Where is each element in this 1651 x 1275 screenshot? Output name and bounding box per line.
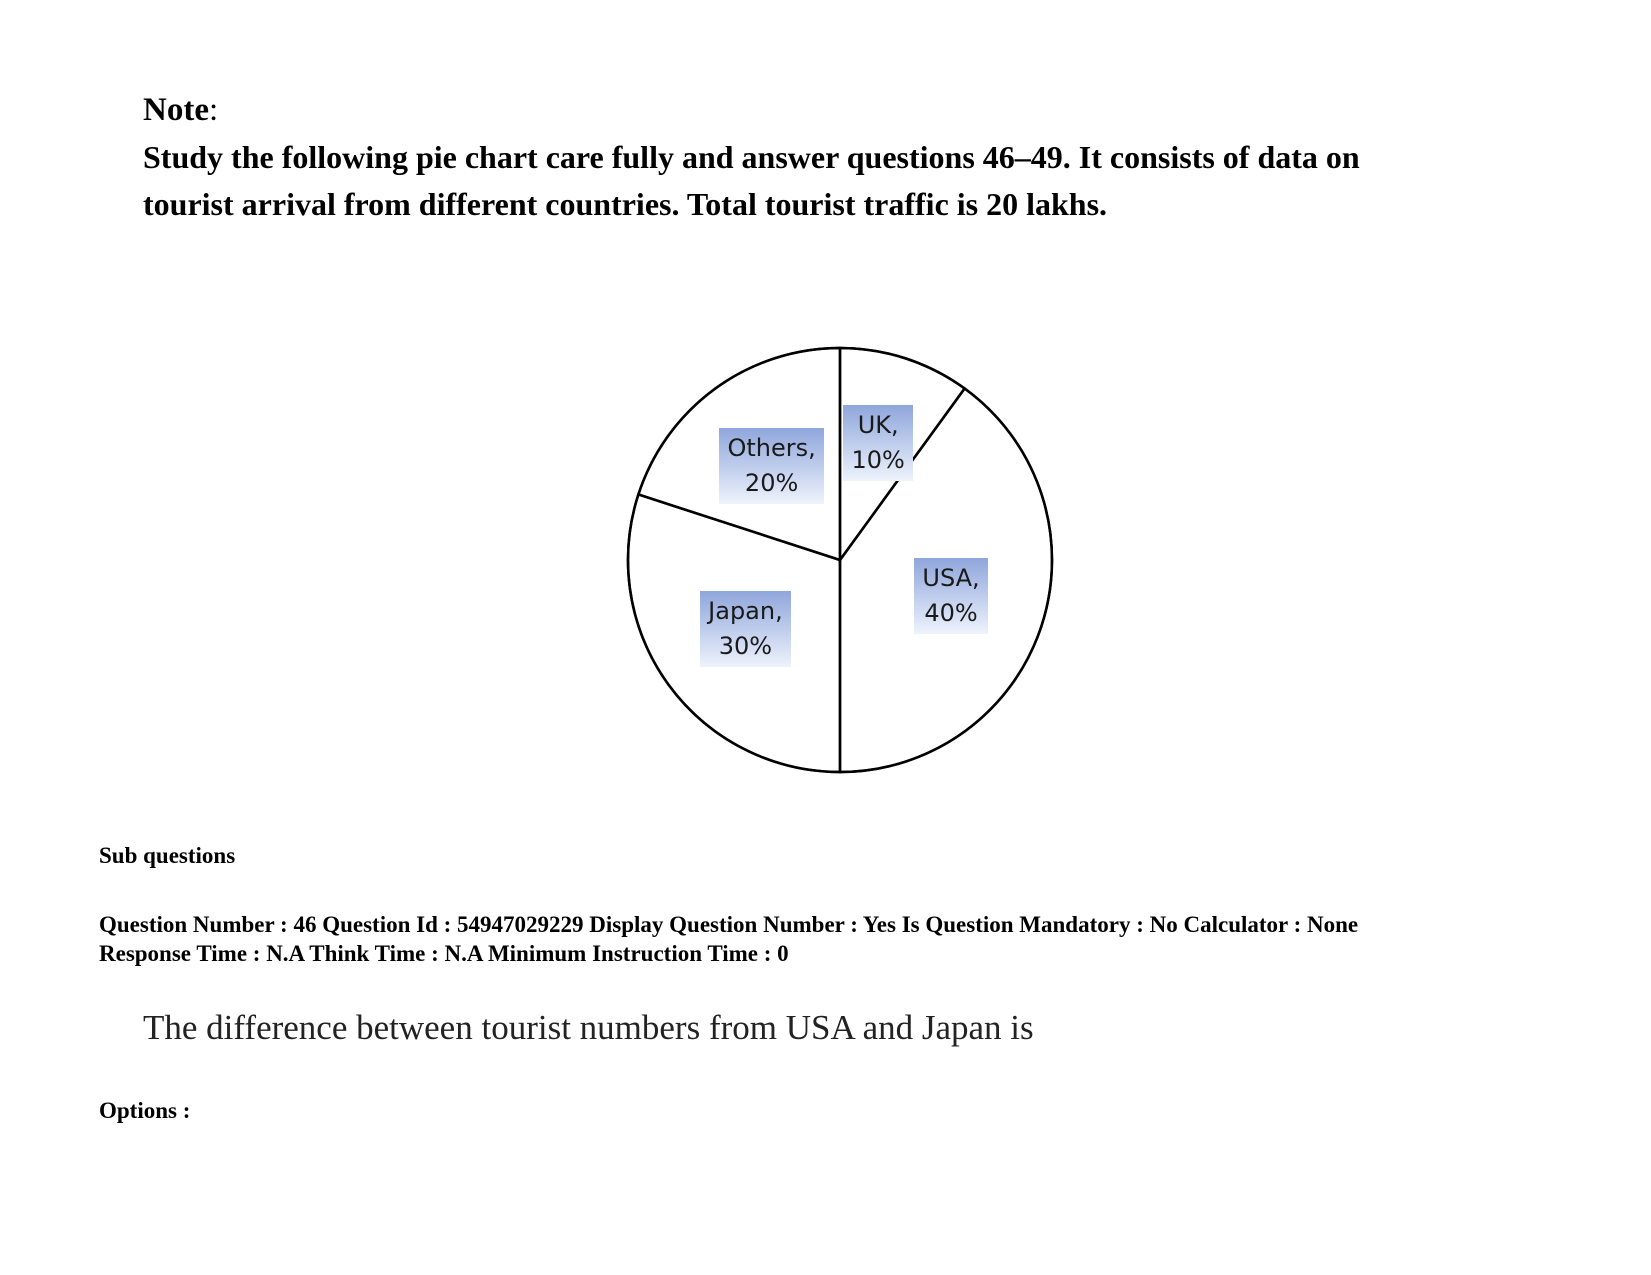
- note-body-line-1: Study the following pie chart care fully and answer questions 46–49. It consists of data on: [143, 139, 1360, 175]
- pie-label-line: Japan,: [708, 596, 783, 625]
- pie-label-line: UK,: [857, 411, 899, 440]
- pie-label-line: USA,: [922, 564, 980, 593]
- note-body-line-2: tourist arrival from different countries. Total tourist traffic is 20 lakhs.: [143, 186, 1108, 222]
- pie-label-uk: [843, 405, 912, 481]
- pie-chart: [620, 335, 1060, 785]
- pie-label-others: [719, 428, 823, 504]
- question-meta: [99, 910, 1599, 968]
- pie-label-usa: [914, 558, 987, 634]
- sub-questions-heading: Sub questions: [99, 843, 236, 868]
- pie-label-line: 30%: [718, 631, 773, 660]
- note-heading: [143, 90, 1563, 130]
- question-meta-line-2: Response Time : N.A Think Time : N.A Minimum Instruction Time : 0: [99, 941, 789, 966]
- pie-label-line: 40%: [924, 599, 978, 628]
- pie-label-line: Others,: [727, 433, 816, 462]
- pie-label-line: 10%: [851, 446, 905, 475]
- note-heading-text: Note: [143, 92, 209, 128]
- pie-chart-svg: [620, 335, 1060, 785]
- options-label: Options :: [99, 1098, 191, 1123]
- note-body: [143, 134, 1563, 228]
- note-heading-colon: :: [208, 92, 219, 128]
- question-meta-line-1: Question Number : 46 Question Id : 54947029229 Display Question Number : Yes Is Question Mandatory : No Calculator : None: [99, 912, 1359, 937]
- pie-label-japan: [700, 591, 791, 667]
- pie-label-line: 20%: [744, 468, 799, 497]
- note-block: [143, 90, 1563, 228]
- question-text: The difference between tourist numbers from USA and Japan is: [143, 1008, 1034, 1047]
